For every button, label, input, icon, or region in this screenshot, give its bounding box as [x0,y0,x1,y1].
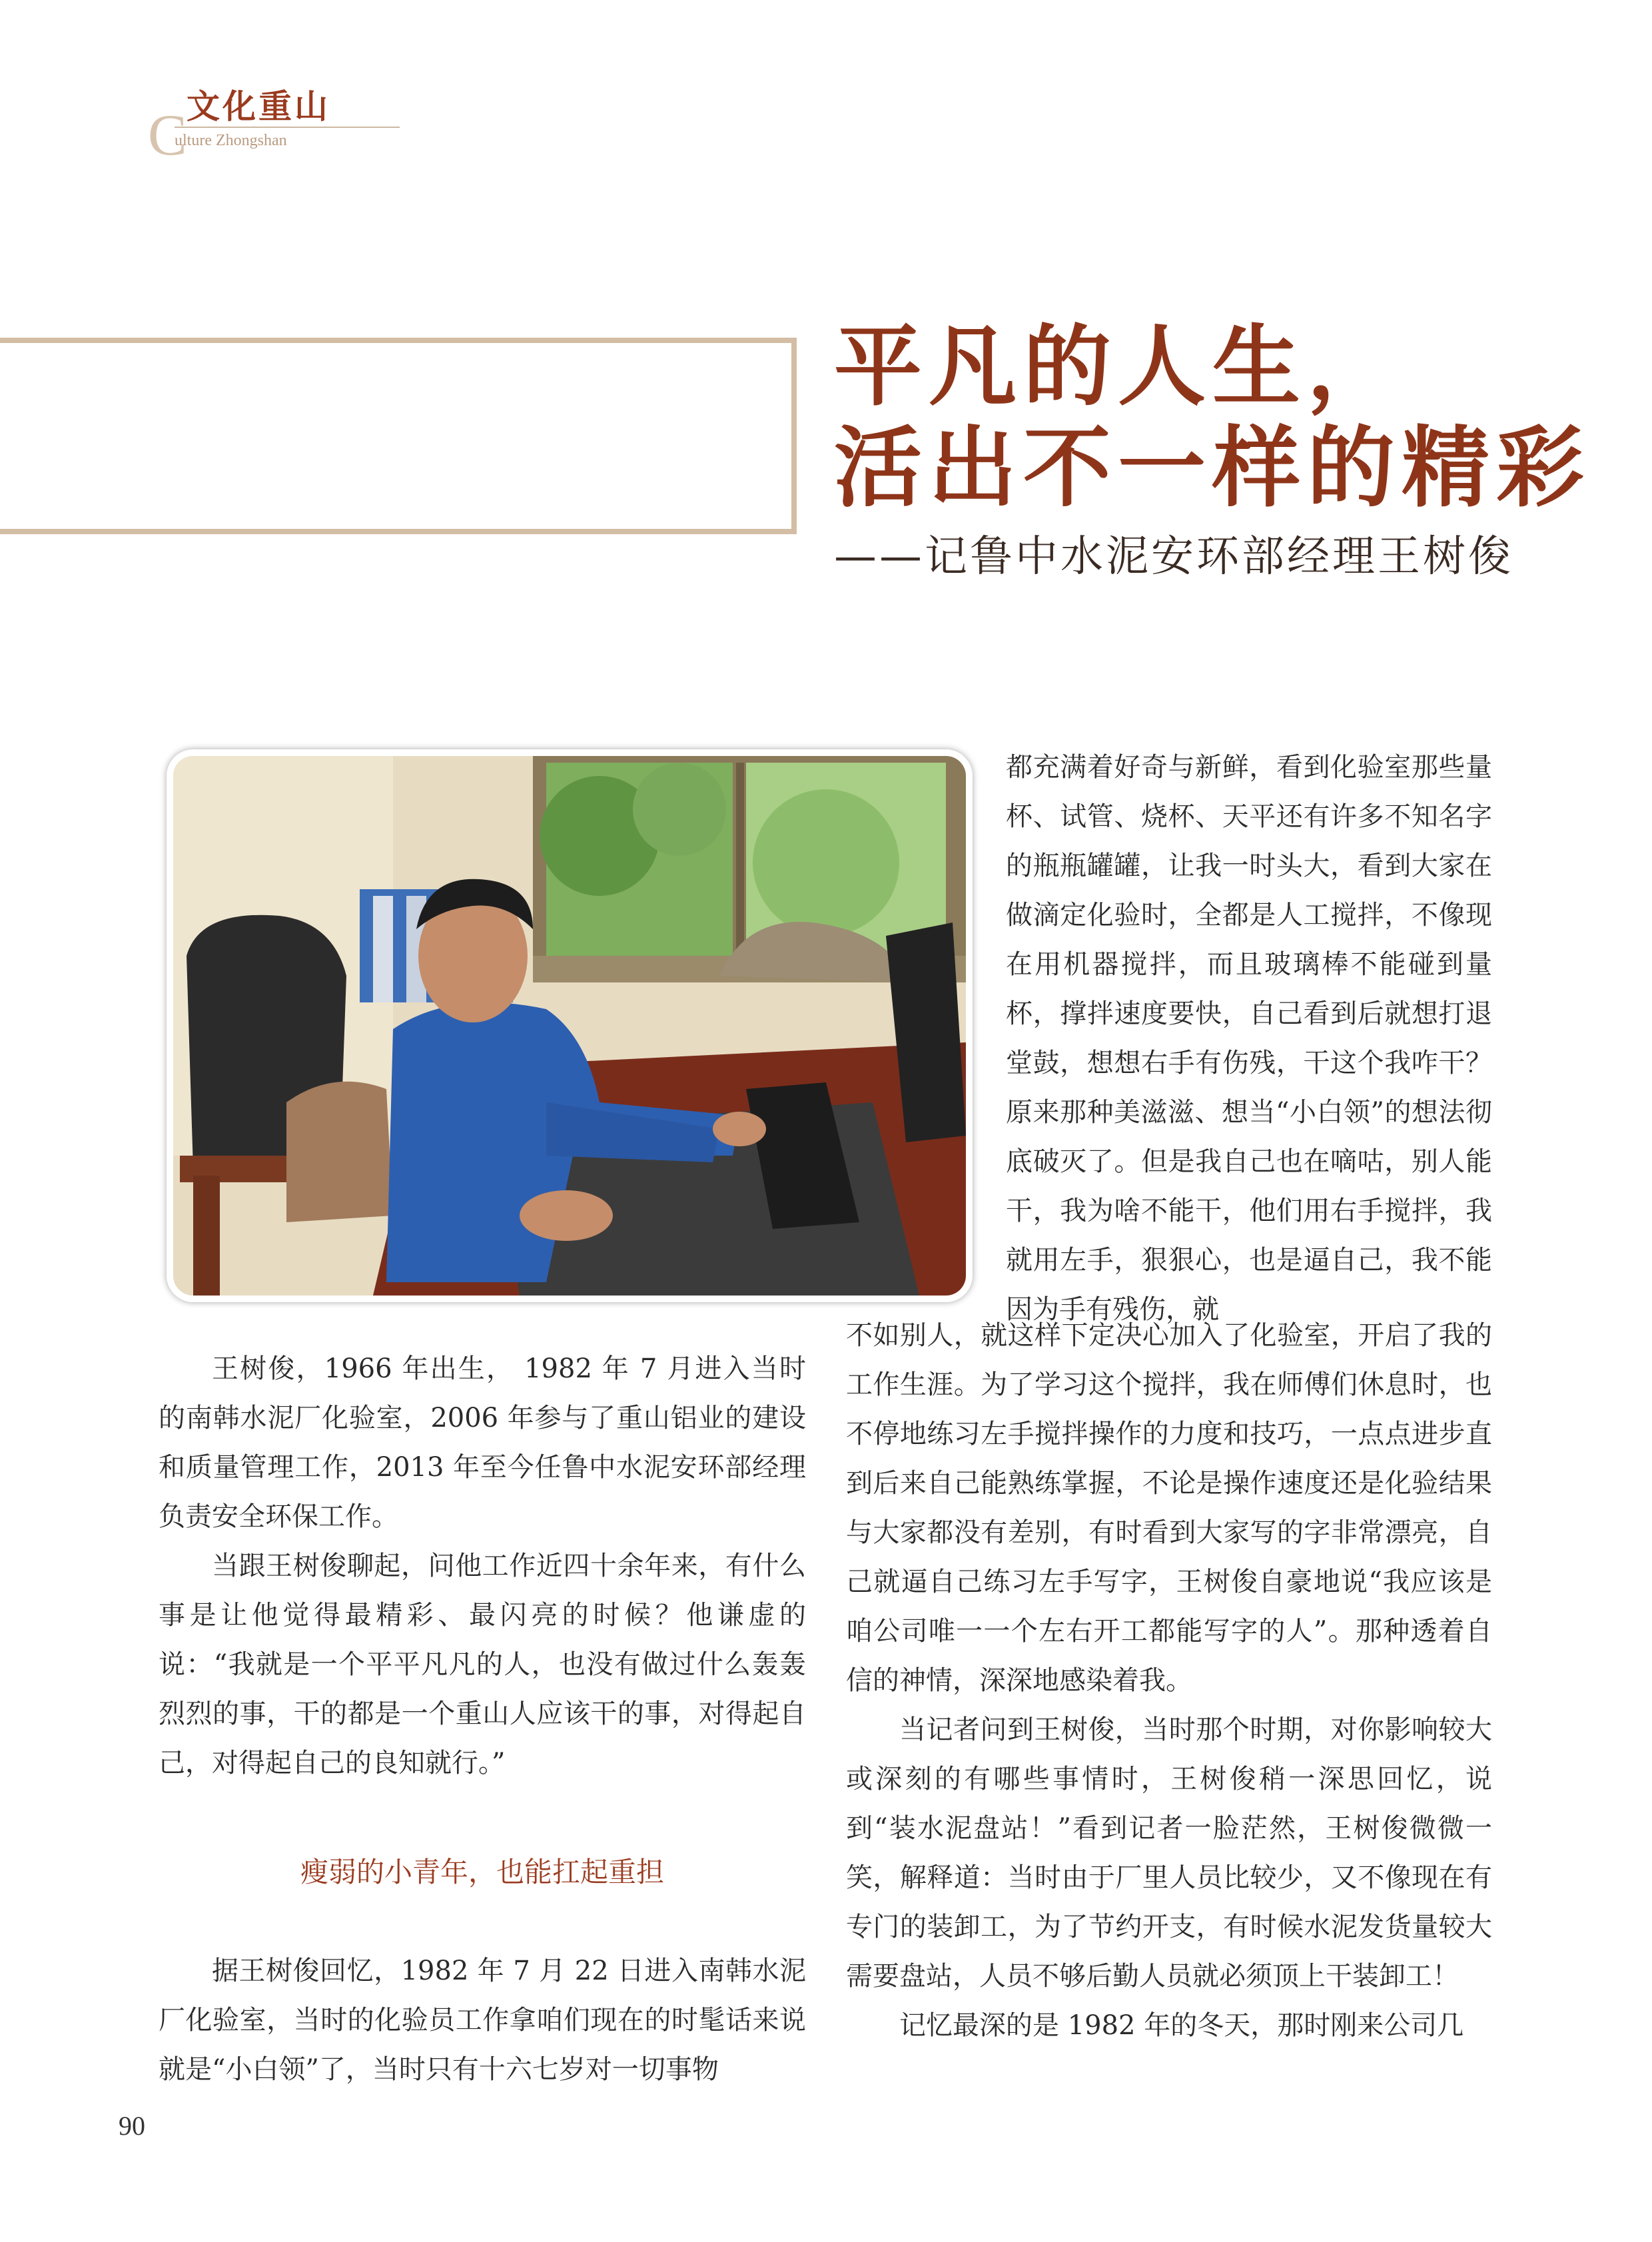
magazine-brand-english: ulture Zhongshan [175,132,287,149]
magazine-brand-initial: C [148,103,187,168]
paragraph-memory: 记忆最深的是 1982 年的冬天，那时刚来公司几 [899,2010,1464,2041]
right-column [846,1311,1492,2050]
paragraph-continuation: 不如别人，就这样下定决心加入了化验室，开启了我的工作生涯。为了学习这个搅拌，我在师傅们休息时，也不停地练习左手搅拌操作的力度和技巧，一点点进步直到后来自己能熟练掌握，不论是操作速度还是化验结果与大家都没有差别，有时看到大家写的字非常漂亮，自己就逼自己练习左手写字，王树俊自豪地说“我应该是咱公司唯一一个左右开工都能写字的人”。那种透着自信的神情，深深地感染着我。 [846,1320,1492,1696]
office-portrait-illustration [173,756,966,1296]
article-title-line-1: 平凡的人生， [834,315,1402,418]
section-heading: 瘦弱的小青年，也能扛起重担 [300,1856,664,1888]
paragraph: 都充满着好奇与新鲜，看到化验室那些量杯、试管、烧杯、天平还有许多不知名字的瓶瓶罐罐，让我一时头大，看到大家在做滴定化验时，全都是人工搅拌，不像现在用机器搅拌，而且玻璃棒不能碰到量杯，撑拌速度要快，自己看到后就想打退堂鼓，想想右手有伤残，干这个我咋干？原来那种美滋滋、想当“小白领”的想法彻底破灭了。但是我自己也在嘀咕，别人能干，我为啥不能干，他们用右手搅拌，我就用左手，狠狠心，也是逼自己，我不能因为手有残伤，就 [1006,752,1492,1325]
portrait-photo [167,749,973,1302]
left-column [159,1344,806,2094]
paragraph-intro: 王树俊，1966 年出生， 1982 年 7 月进入当时的南韩水泥厂化验室，2006 年参与了重山铝业的建设和质量管理工作，2013 年至今任鲁中水泥安环部经理负责安全环保工作。 [159,1353,806,1532]
header-divider-line [175,127,400,128]
right-column-top-text [1006,743,1492,1334]
page-number: 90 [119,2111,145,2141]
paragraph-interview: 当跟王树俊聊起，问他工作近四十余年来，有什么事是让他觉得最精彩、最闪亮的时候？他谦虚的说：“我就是一个平平凡凡的人，也没有做过什么轰轰烈烈的事，干的都是一个重山人应该干的事，对得起自己，对得起自己的良知就行。” [159,1551,806,1778]
title-decorative-frame [0,338,797,534]
paragraph-question: 当记者问到王树俊，当时那个时期，对你影响较大或深刻的有哪些事情时，王树俊稍一深思回忆，说到“装水泥盘站！”看到记者一脸茫然，王树俊微微一笑，解释道：当时由于厂里人员比较少，又不像现在有专门的装卸工，为了节约开支，有时候水泥发货量较大需要盘站，人员不够后勤人员就必须顶上干装卸工！ [846,1714,1492,1992]
article-subtitle: ——记鲁中水泥安环部经理王树俊 [834,532,1513,581]
magazine-brand-chinese: 文化重山 [187,87,330,126]
paragraph-recollection: 据王树俊回忆，1982 年 7 月 22 日进入南韩水泥厂化验室，当时的化验员工作拿咱们现在的时髦话来说就是“小白领”了，当时只有十六七岁对一切事物 [159,1956,806,2085]
article-title-line-2: 活出不一样的精彩 [834,416,1591,520]
